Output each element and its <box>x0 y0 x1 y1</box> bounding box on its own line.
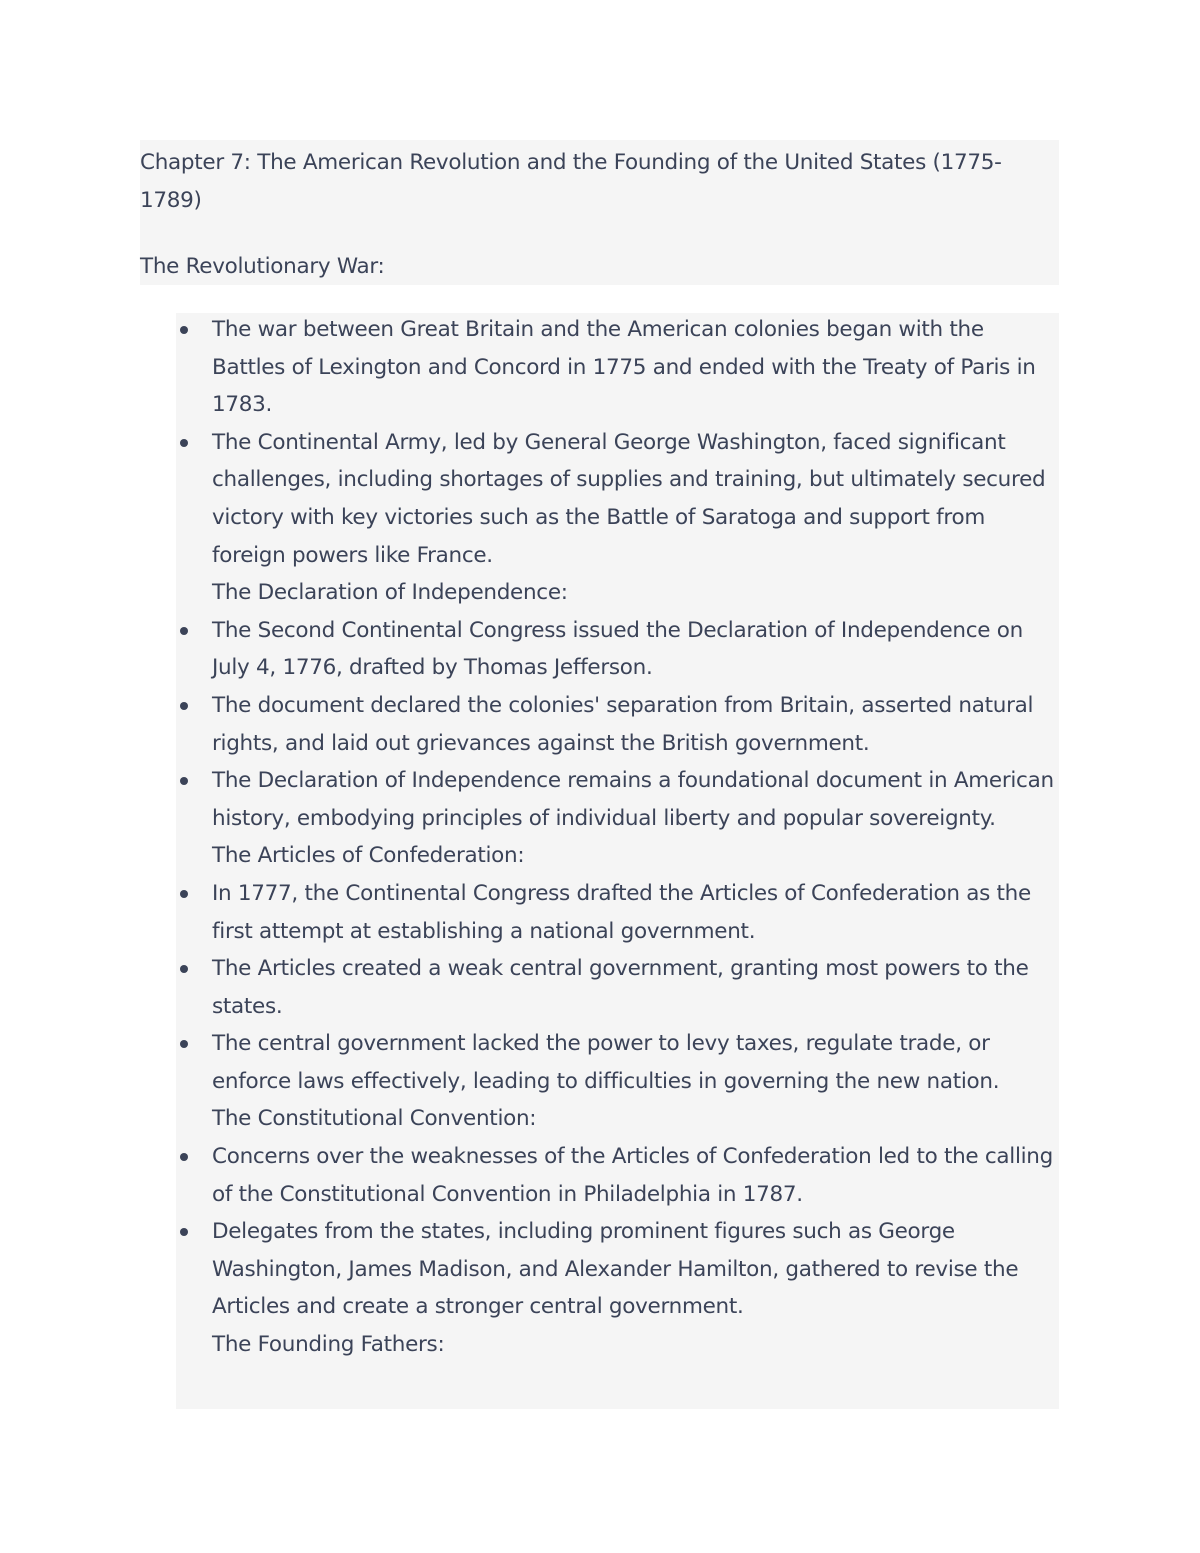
bullet-dot-icon <box>180 965 188 973</box>
bullet-dot-icon <box>180 439 188 447</box>
bullet-list <box>176 311 1059 1364</box>
list-item: The Articles created a weak central government, granting most powers to the states. <box>176 950 1059 1025</box>
section-heading-articles: The Articles of Confederation: <box>212 843 525 869</box>
bullet-list-block <box>176 313 1059 1409</box>
bullet-dot-icon <box>180 777 188 785</box>
list-item: The central government lacked the power to levy taxes, regulate trade, or enforce laws effectively, leading to difficulties in governing the new nation. <box>176 1025 1059 1100</box>
header-block <box>140 140 1059 285</box>
section-heading-founding-fathers: The Founding Fathers: <box>212 1332 445 1358</box>
bullet-dot-icon <box>180 1040 188 1048</box>
list-item: The war between Great Britain and the American colonies began with the Battles of Lexington and Concord in 1775 and ended with the Treaty of Paris in 1783. <box>176 311 1059 424</box>
section-heading-declaration: The Declaration of Independence: <box>212 580 568 606</box>
list-item: Delegates from the states, including prominent figures such as George Washington, James Madison, and Alexander Hamilton, gathered to revise the Articles and create a stronger central government. <box>176 1213 1059 1326</box>
list-item: The Second Continental Congress issued the Declaration of Independence on July 4, 1776, drafted by Thomas Jefferson. <box>176 612 1059 687</box>
list-item: Concerns over the weaknesses of the Articles of Confederation led to the calling of the Constitutional Convention in Philadelphia in 1787. <box>176 1138 1059 1213</box>
bullet-dot-icon <box>180 890 188 898</box>
list-item: The document declared the colonies' separation from Britain, asserted natural rights, and laid out grievances against the British government. <box>176 687 1059 762</box>
bullet-dot-icon <box>180 326 188 334</box>
document-title: Chapter 7: The American Revolution and the Founding of the United States (1775-1789) <box>140 150 1002 213</box>
list-item: The Declaration of Independence remains a foundational document in American history, embodying principles of individual liberty and popular sovereignty. <box>176 762 1059 837</box>
section-heading-convention: The Constitutional Convention: <box>212 1106 537 1132</box>
bullet-dot-icon <box>180 1153 188 1161</box>
bullet-dot-icon <box>180 702 188 710</box>
bullet-dot-icon <box>180 1228 188 1236</box>
bullet-dot-icon <box>180 627 188 635</box>
list-item: In 1777, the Continental Congress drafted the Articles of Confederation as the first attempt at establishing a national government. <box>176 875 1059 950</box>
list-item: The Continental Army, led by General George Washington, faced significant challenges, including shortages of supplies and training, but ultimately secured victory with key victories such as the Battle of Saratoga and support from foreign powers like France. <box>176 424 1059 574</box>
section-heading-revolutionary-war: The Revolutionary War: <box>140 254 385 279</box>
